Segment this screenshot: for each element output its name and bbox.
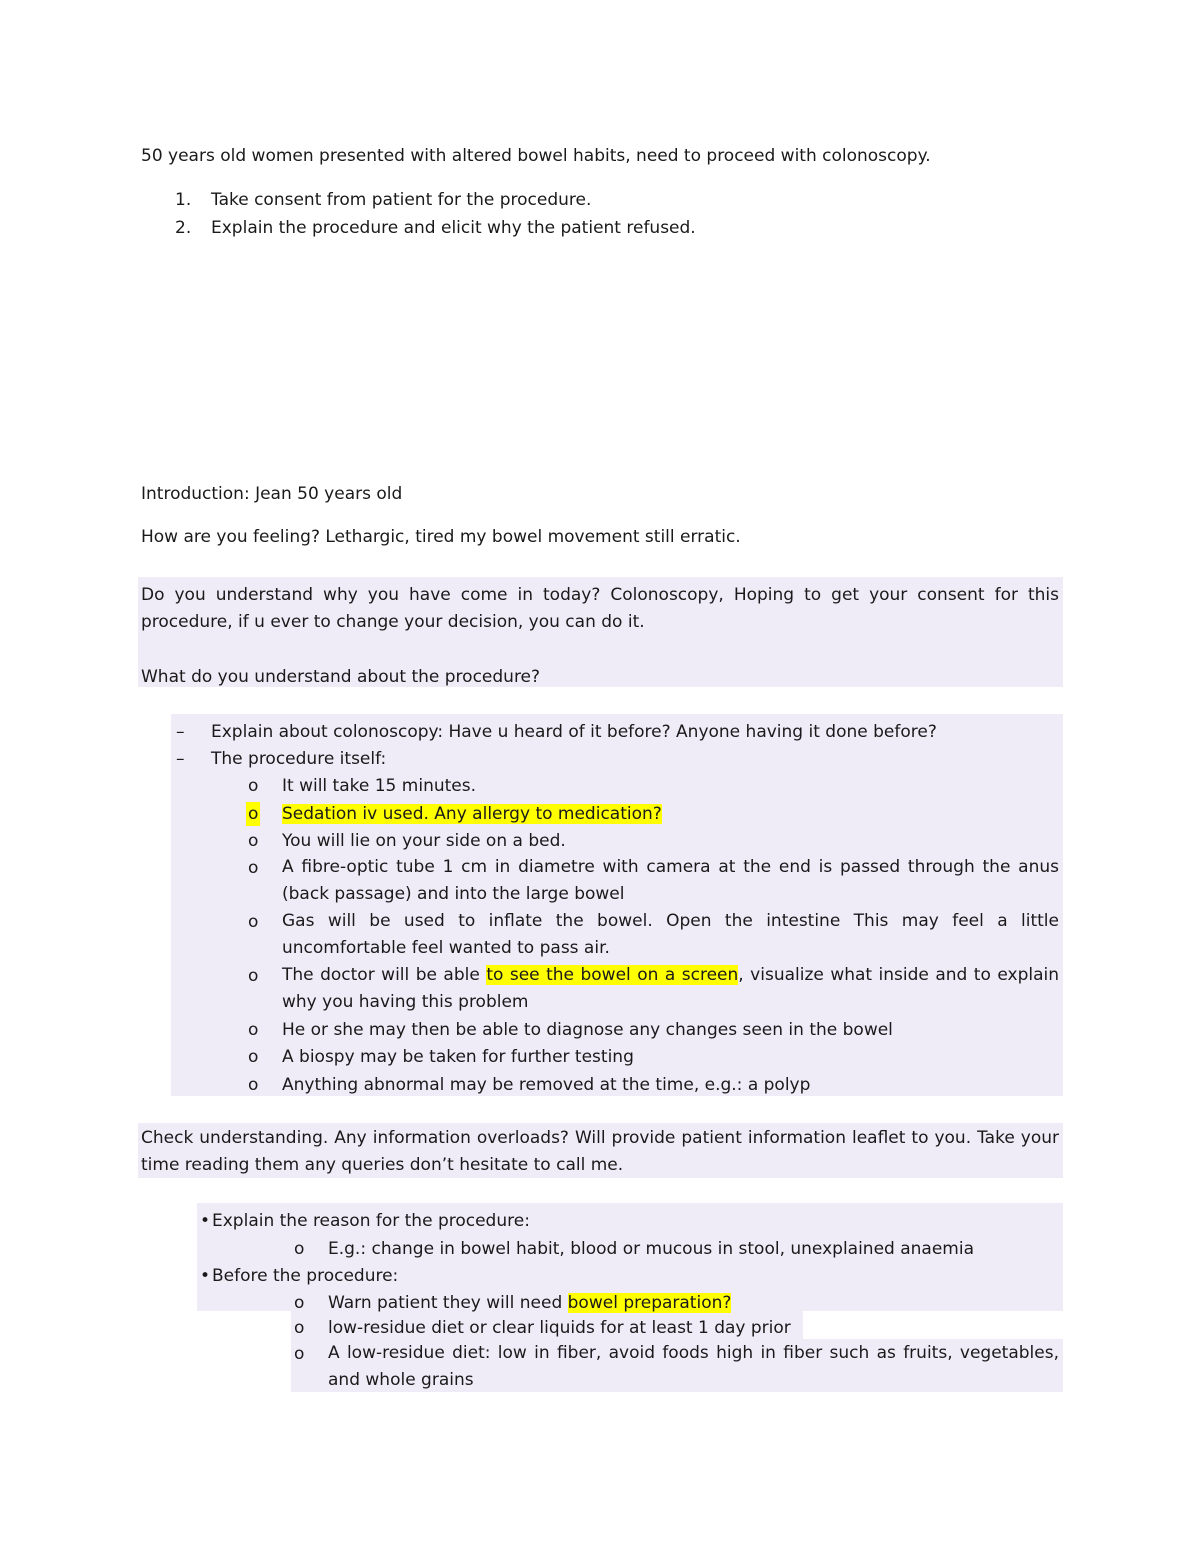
- dash-marker: –: [176, 749, 185, 769]
- allergy-highlight: allergy to medication?: [472, 804, 662, 824]
- circle-bullet: o: [248, 1075, 259, 1095]
- procedure-step-position: You will lie on your side on a bed.: [282, 831, 566, 851]
- task-item: Explain the procedure and elicit why the patient refused.: [211, 218, 696, 238]
- feeling-line: How are you feeling? Lethargic, tired my bowel movement still erratic.: [141, 527, 741, 547]
- bullet-dot: •: [200, 1211, 211, 1231]
- dash-marker: –: [176, 722, 185, 742]
- screen-highlight: to see the bowel on a screen: [486, 965, 739, 985]
- case-statement: 50 years old women presented with altered bowel habits, need to proceed with colonoscopy.: [141, 146, 931, 166]
- bowel-preparation-highlight: bowel preparation?: [567, 1293, 732, 1313]
- check-understanding: Check understanding. Any information overloads? Will provide patient information leaflet to you. Take your time reading them any queries don’t hesitate to call me.: [141, 1128, 1059, 1175]
- screen-text-pre: The doctor will be able: [282, 965, 487, 985]
- circle-bullet: o: [248, 831, 259, 851]
- circle-bullet: o: [294, 1318, 305, 1338]
- introduction-line: Introduction: Jean 50 years old: [141, 484, 403, 504]
- screen-text-post: , visualize what inside and to explain why you having this problem: [282, 965, 1060, 1012]
- explain-item-procedure: The procedure itself:: [211, 749, 387, 769]
- task-number: 1.: [175, 190, 192, 210]
- reason-example: E.g.: change in bowel habit, blood or mucous in stool, unexplained anaemia: [328, 1239, 974, 1259]
- procedure-step-screen: [282, 962, 1059, 1016]
- bullet-dot: •: [200, 1266, 211, 1286]
- procedure-step-duration: It will take 15 minutes.: [282, 776, 476, 796]
- procedure-step-biopsy: A biospy may be taken for further testing: [282, 1047, 634, 1067]
- reason-heading: Explain the reason for the procedure:: [212, 1211, 530, 1231]
- procedure-step-gas: Gas will be used to inflate the bowel. Open the intestine This may feel a little uncomfortable feel wanted to pass air.: [282, 911, 1059, 958]
- preparation-text-pre: Warn patient they will need: [328, 1293, 568, 1313]
- circle-bullet: o: [294, 1239, 305, 1259]
- circle-bullet: o: [248, 804, 259, 824]
- task-number: 2.: [175, 218, 192, 238]
- understanding-question: Do you understand why you have come in today? Colonoscopy, Hoping to get your consent for this procedure, if u ever to change your decision, you can do it.: [141, 585, 1059, 632]
- circle-bullet: o: [248, 912, 259, 932]
- before-step-preparation: [328, 1291, 731, 1315]
- explain-item-colonoscopy: Explain about colonoscopy: Have u heard of it before? Anyone having it done before?: [211, 722, 937, 742]
- procedure-step-tube: A fibre-optic tube 1 cm in diametre with camera at the end is passed through the anus (back passage) and into the large bowel: [282, 857, 1059, 904]
- circle-bullet: o: [294, 1293, 305, 1313]
- task-item: Take consent from patient for the procedure.: [211, 190, 592, 210]
- circle-bullet: o: [248, 1047, 259, 1067]
- circle-bullet: o: [248, 858, 259, 878]
- before-step-diet: low-residue diet or clear liquids for at least 1 day prior: [328, 1318, 791, 1338]
- circle-bullet: o: [248, 776, 259, 796]
- procedure-question: What do you understand about the procedure?: [141, 667, 541, 687]
- procedure-step-diagnose: He or she may then be able to diagnose any changes seen in the bowel: [282, 1020, 893, 1040]
- procedure-step-removal: Anything abnormal may be removed at the time, e.g.: a polyp: [282, 1075, 811, 1095]
- circle-bullet: o: [248, 966, 259, 986]
- before-step-low-residue: A low-residue diet: low in fiber, avoid foods high in fiber such as fruits, vegetables, and whole grains: [328, 1343, 1059, 1390]
- before-heading: Before the procedure:: [212, 1266, 399, 1286]
- circle-bullet: o: [248, 1020, 259, 1040]
- procedure-step-sedation: [282, 802, 662, 826]
- sedation-text-highlight: Sedation iv used. Any: [282, 804, 473, 824]
- circle-bullet: o: [294, 1344, 305, 1364]
